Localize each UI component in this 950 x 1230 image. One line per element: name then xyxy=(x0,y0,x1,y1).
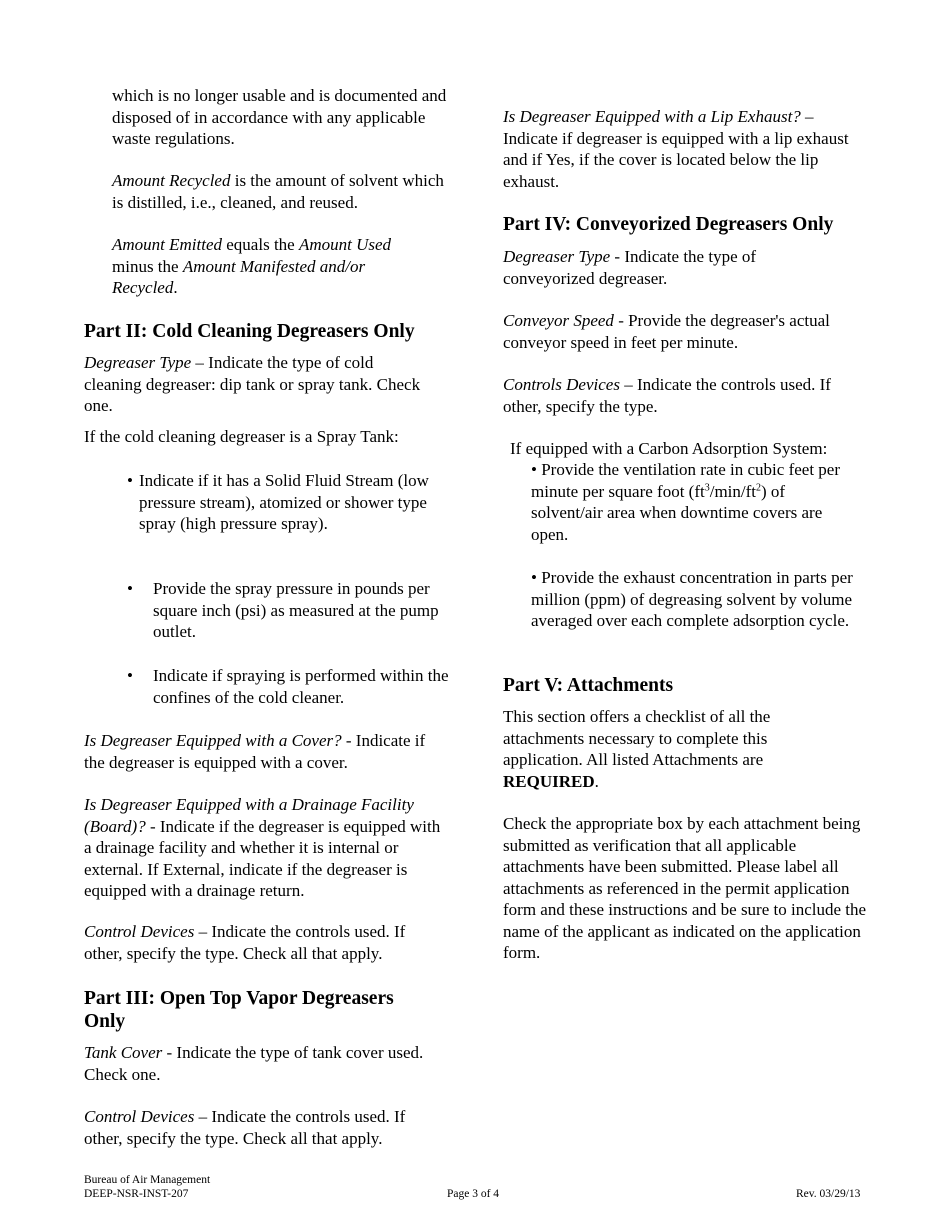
carbon-b1-b: /min/ft xyxy=(709,481,756,501)
carbon-b1-a: • Provide the ventilation rate in cubic feet per minute per square foot (ft xyxy=(531,460,841,501)
bullet-dot: • xyxy=(127,471,133,490)
amount-recycled-text: is the amount of solvent which is distilled, i.e., cleaned, and reused. xyxy=(112,171,444,212)
p2-drainage xyxy=(84,794,452,902)
amount-emitted-term: Amount Emitted xyxy=(112,235,223,254)
amount-emitted-end: . xyxy=(173,278,178,297)
part5-heading: Part V: Attachments xyxy=(503,675,674,696)
p5-check-instructions: Check the appropriate box by each attachment being submitted as verification that all applicable attachments have been submitted. Please label all attachments as referenced in the permit application form and these instructions and be sure to include the name of the applicant as indicated on the application form. xyxy=(503,814,867,962)
amount-recycled-term: Amount Recycled xyxy=(112,171,231,190)
p5-intro xyxy=(503,706,813,792)
lip-exhaust-text: – Indicate if degreaser is equipped with a lip exhaust and if Yes, if the cover is located below the lip exhaust. xyxy=(503,107,849,191)
p2-drainage-term: Is Degreaser Equipped with a Drainage Facility (Board)? xyxy=(84,795,414,836)
p2-cover-term: Is Degreaser Equipped with a Cover? xyxy=(84,731,342,750)
p2-spray-intro: If the cold cleaning degreaser is a Spray Tank: xyxy=(84,427,399,446)
p4-type-text: - Indicate the type of conveyorized degreaser. xyxy=(503,247,757,288)
footer-doc-id: DEEP-NSR-INST-207 xyxy=(84,1188,189,1200)
carbon-bullet-2: • Provide the exhaust concentration in parts per million (ppm) of degreasing solvent by volume averaged over each complete adsorption cycle. xyxy=(531,568,853,630)
bullet-dot: • xyxy=(127,579,133,598)
footer-org: Bureau of Air Management xyxy=(84,1174,211,1186)
p2-controls-text: – Indicate the controls used. If other, specify the type. Check all that apply. xyxy=(84,922,406,963)
carbon-b1-c: ) of solvent/air area when downtime covers are open. xyxy=(531,481,823,544)
p3-controls-text: – Indicate the controls used. If other, specify the type. Check all that apply. xyxy=(84,1107,406,1148)
p4-speed-text: - Provide the degreaser's actual conveyor speed in feet per minute. xyxy=(503,311,830,352)
p5-required: REQUIRED xyxy=(503,771,595,791)
p2-bullet-2-text: Provide the spray pressure in pounds per square inch (psi) as measured at the pump outlet. xyxy=(153,579,439,641)
carbon-b1-sup1: 3 xyxy=(704,481,710,493)
amount-manifested-term: Amount Manifested and/or Recycled xyxy=(112,256,366,297)
p2-bullet-3-text: Indicate if spraying is performed within the confines of the cold cleaner. xyxy=(153,666,449,707)
footer-page-number: Page 3 of 4 xyxy=(447,1188,500,1200)
p4-controls-text: – Indicate the controls used. If other, specify the type. xyxy=(503,375,831,416)
p2-bullet-1 xyxy=(127,470,457,560)
p3-tank-term: Tank Cover xyxy=(84,1043,163,1062)
p4-type-term: Degreaser Type xyxy=(503,247,611,266)
carbon-bullet-1 xyxy=(531,459,861,545)
p2-controls-term: Control Devices xyxy=(84,922,195,941)
amount-used-term: Amount Used xyxy=(298,235,392,254)
p4-controls-term: Controls Devices xyxy=(503,375,620,394)
p4-conveyor-speed xyxy=(503,310,873,353)
p2-type-term: Degreaser Type xyxy=(84,353,192,372)
part4-heading: Part IV: Conveyorized Degreasers Only xyxy=(503,214,834,235)
p2-controls xyxy=(84,921,446,964)
p2-bullet-3 xyxy=(127,665,457,715)
p2-cover xyxy=(84,730,449,773)
p4-degreaser-type xyxy=(503,246,803,289)
p5-text: This section offers a checklist of all the attachments necessary to complete this application. All listed Attachments are xyxy=(503,707,771,769)
p2-bullet-1-text: Indicate if it has a Solid Fluid Stream (low pressure stream), atomized or shower type spray (high pressure spray). xyxy=(139,471,429,533)
p2-bullet-2 xyxy=(127,578,457,648)
p4-speed-term: Conveyor Speed xyxy=(503,311,614,330)
p3-tank-text: - Indicate the type of tank cover used. Check one. xyxy=(84,1043,424,1084)
footer-revision: Rev. 03/29/13 xyxy=(796,1188,861,1200)
part3-heading: Part III: Open Top Vapor Degreasers Only xyxy=(84,988,394,1032)
p3-tank-cover xyxy=(84,1042,429,1085)
p2-degreaser-type xyxy=(84,352,424,417)
p3-controls xyxy=(84,1106,446,1149)
carbon-b1-sup2: 2 xyxy=(756,481,761,493)
bullet-dot: • xyxy=(127,666,133,685)
p2-cover-text: - Indicate if the degreaser is equipped with a cover. xyxy=(84,731,426,772)
amount-disposed-continued: which is no longer usable and is documented and disposed of in accordance with any applicable waste regulations. xyxy=(112,86,447,148)
carbon-intro: If equipped with a Carbon Adsorption System: xyxy=(510,439,828,458)
lip-exhaust xyxy=(503,106,868,192)
amount-emitted-mid1: equals the xyxy=(222,235,299,254)
amount-emitted-mid2: minus the xyxy=(112,256,183,276)
p3-controls-term: Control Devices xyxy=(84,1107,195,1126)
p2-drainage-text: - Indicate if the degreaser is equipped with a drainage facility and whether it is internal or external. If External, indicate if the degreaser is equipped with a drainage return. xyxy=(84,816,441,900)
amount-emitted-definition xyxy=(112,234,432,299)
part2-heading: Part II: Cold Cleaning Degreasers Only xyxy=(84,321,415,342)
p4-controls xyxy=(503,374,873,417)
lip-exhaust-term: Is Degreaser Equipped with a Lip Exhaust? xyxy=(503,107,801,126)
amount-recycled-definition xyxy=(112,170,452,213)
p5-text-end: . xyxy=(594,771,599,791)
p2-type-text: – Indicate the type of cold cleaning degreaser: dip tank or spray tank. Check one. xyxy=(84,353,421,415)
